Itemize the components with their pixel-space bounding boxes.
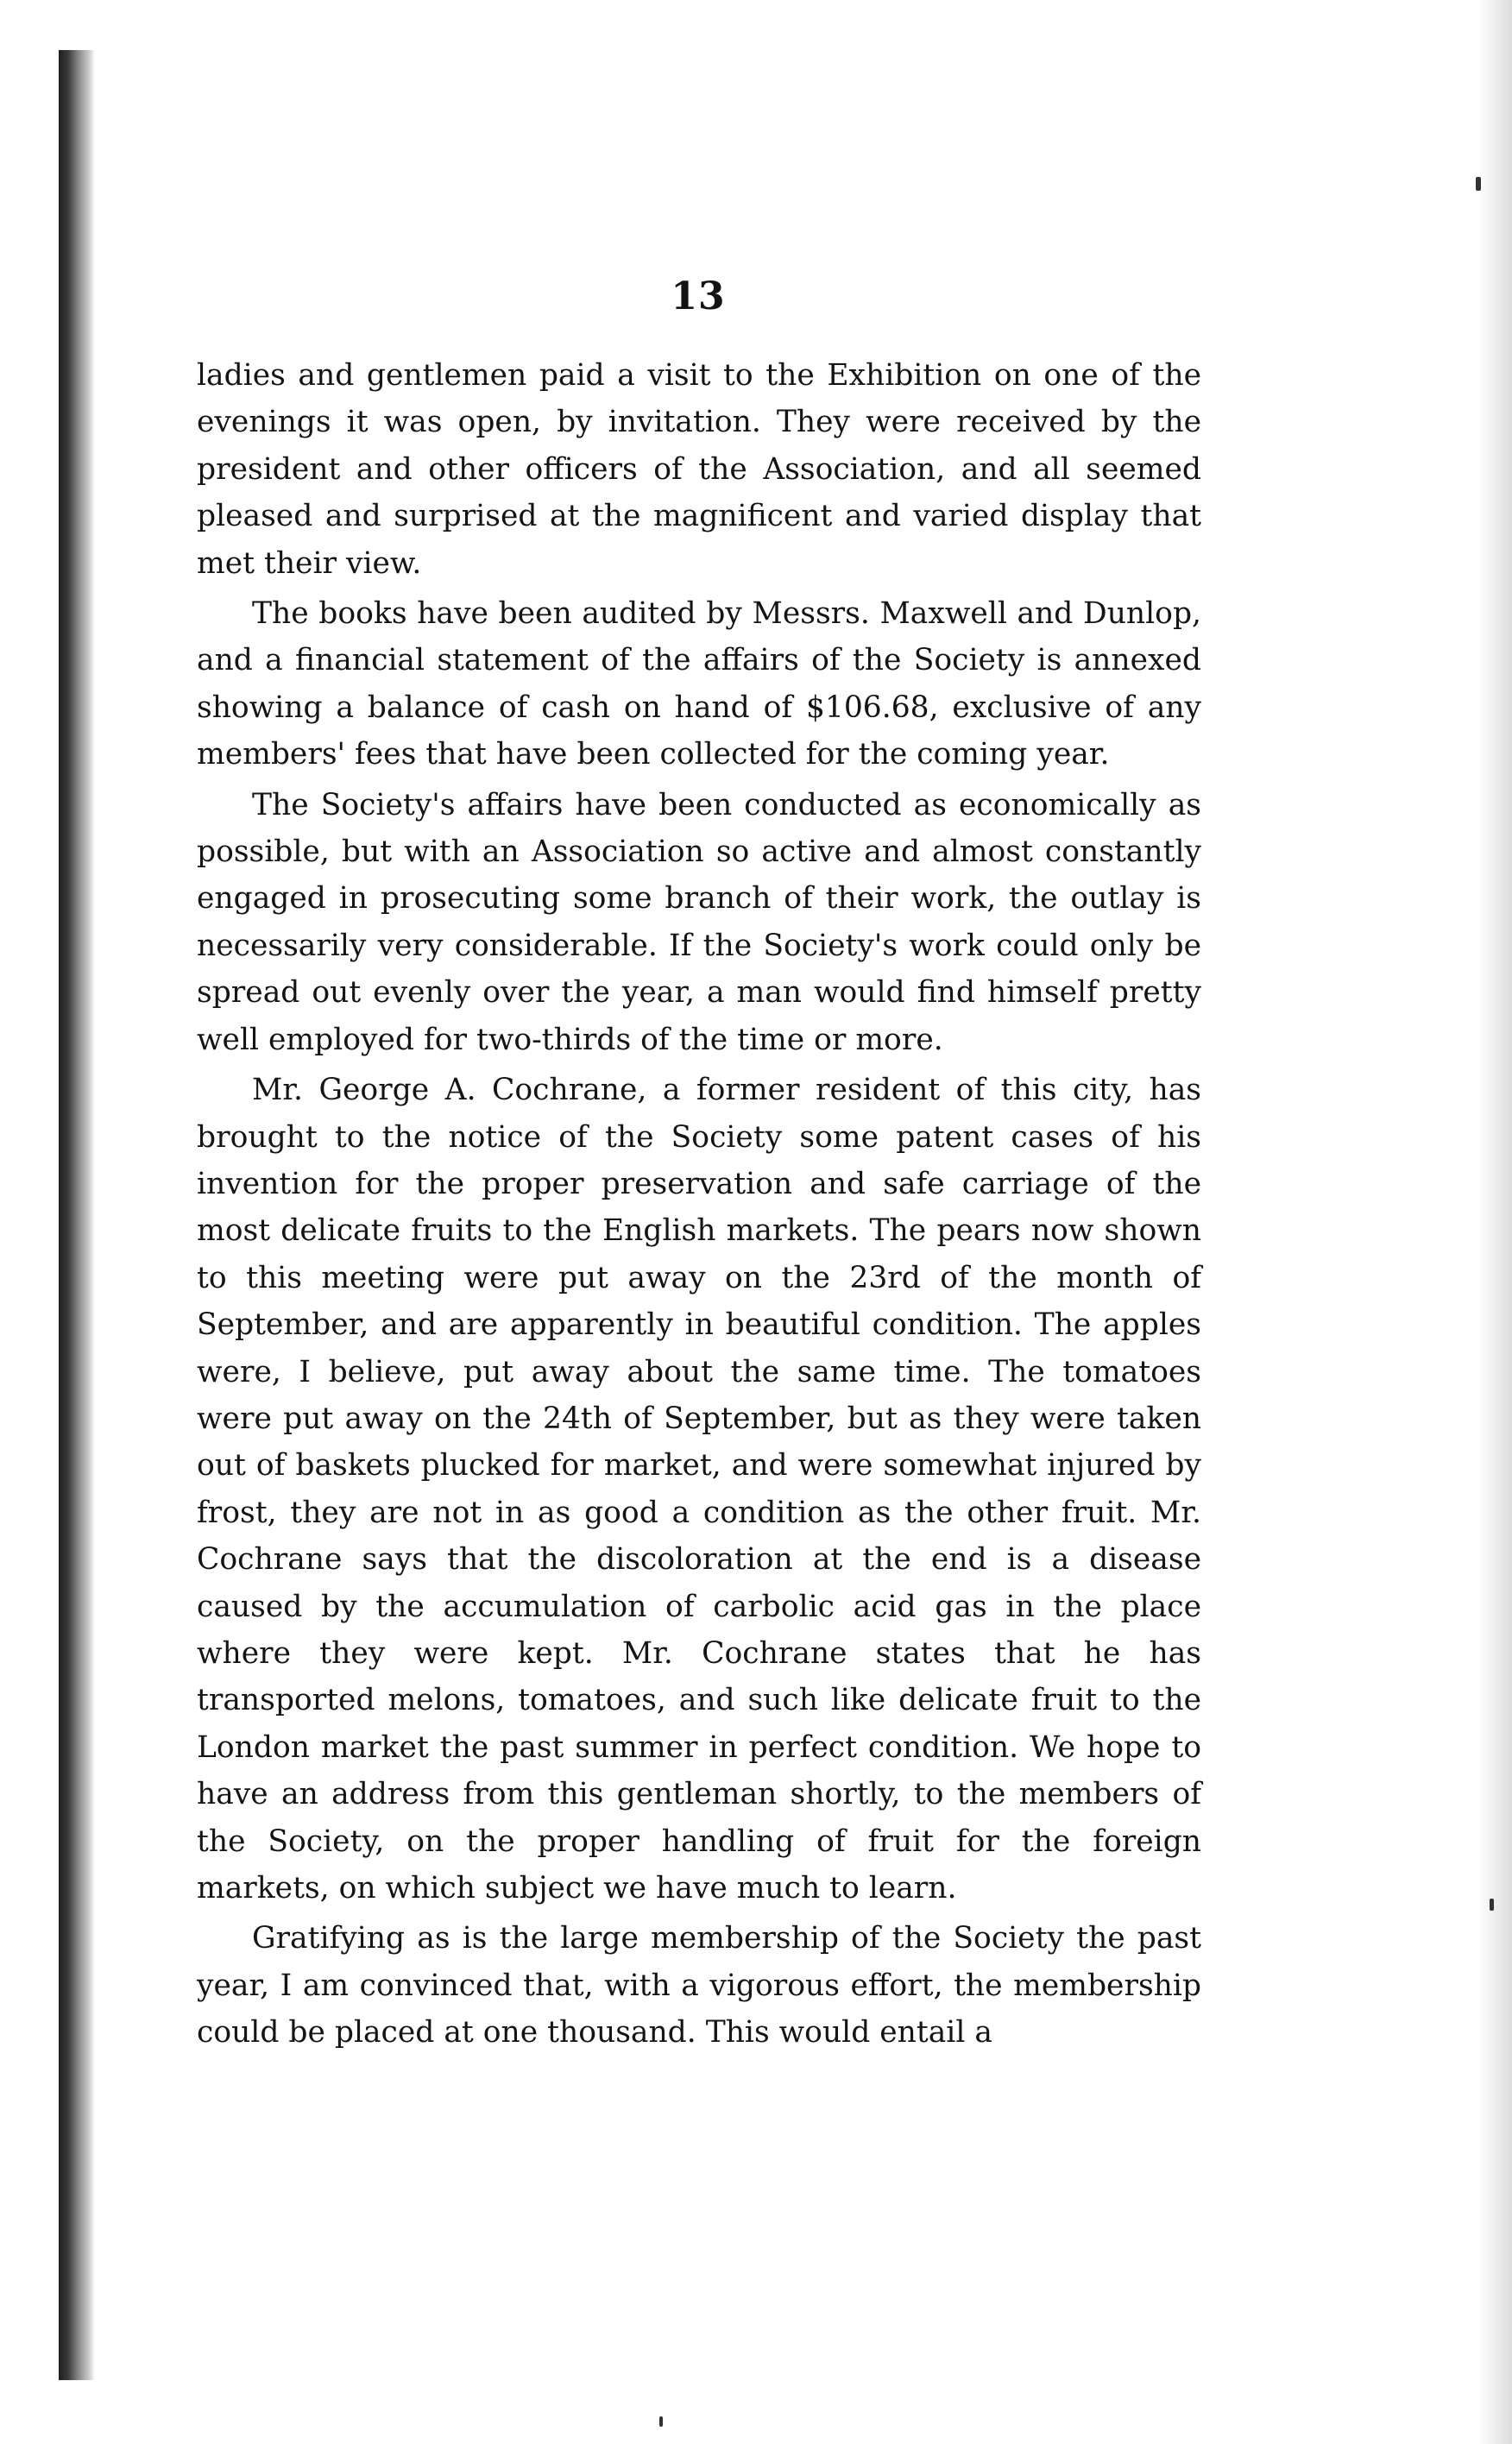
scan-speck (1476, 177, 1481, 191)
paragraph: ladies and gentlemen paid a visit to the Exhibition on one of the evenings it was open, by invitation. They were received by the president and other officers of the Association, and all seemed pleased and surprised at the magnificent and varied display that met their view. (197, 358, 1201, 581)
paragraph: Gratifying as is the large membership of the Society the past year, I am convinced that, with a vigorous effort, the membership could be placed at one thousand. This would entail a (197, 1921, 1201, 2050)
body-text (197, 352, 1201, 2057)
scan-speck (659, 2416, 663, 2427)
scan-margin-left (0, 0, 60, 2444)
scan-margin-right (1477, 0, 1512, 2444)
scan-speck (1490, 1899, 1494, 1911)
page-number: 13 (671, 274, 726, 318)
paragraph: The Society's affairs have been conducted as economically as possible, but with an Association so active and almost constantly engaged in prosecuting some branch of their work, the outlay is necessarily very considerable. If the Society's work could only be spread out evenly over the year, a man would find himself pretty well employed for two-thirds of the time or more. (197, 787, 1201, 1057)
paragraph: The books have been audited by Messrs. Maxwell and Dunlop, and a financial statement of the affairs of the Society is annexed showing a balance of cash on hand of $106.68, exclusive of any members' fees that have been collected for the coming year. (197, 596, 1201, 772)
paragraph: Mr. George A. Cochrane, a former resident of this city, has brought to the notice of the Society some patent cases of his invention for the proper preservation and safe carriage of the most delicate fruits to the English markets. The pears now shown to this meeting were put away on the 23rd of the month of September, and are apparently in beautiful condition. The apples were, I believe, put away about the same time. The tomatoes were put away on the 24th of September, but as they were taken out of baskets plucked for market, and were somewhat injured by frost, they are not in as good a condition as the other fruit. Mr. Cochrane says that the discoloration at the end is a disease caused by the accumulation of carbolic acid gas in the place where they were kept. Mr. Cochrane states that he has transported melons, tomatoes, and such like delicate fruit to the London market the past summer in perfect condition. We hope to have an address from this gentleman shortly, to the members of the Society, on the proper handling of fruit for the foreign markets, on which subject we have much to learn. (197, 1073, 1201, 1905)
binding-shadow (59, 50, 95, 2380)
